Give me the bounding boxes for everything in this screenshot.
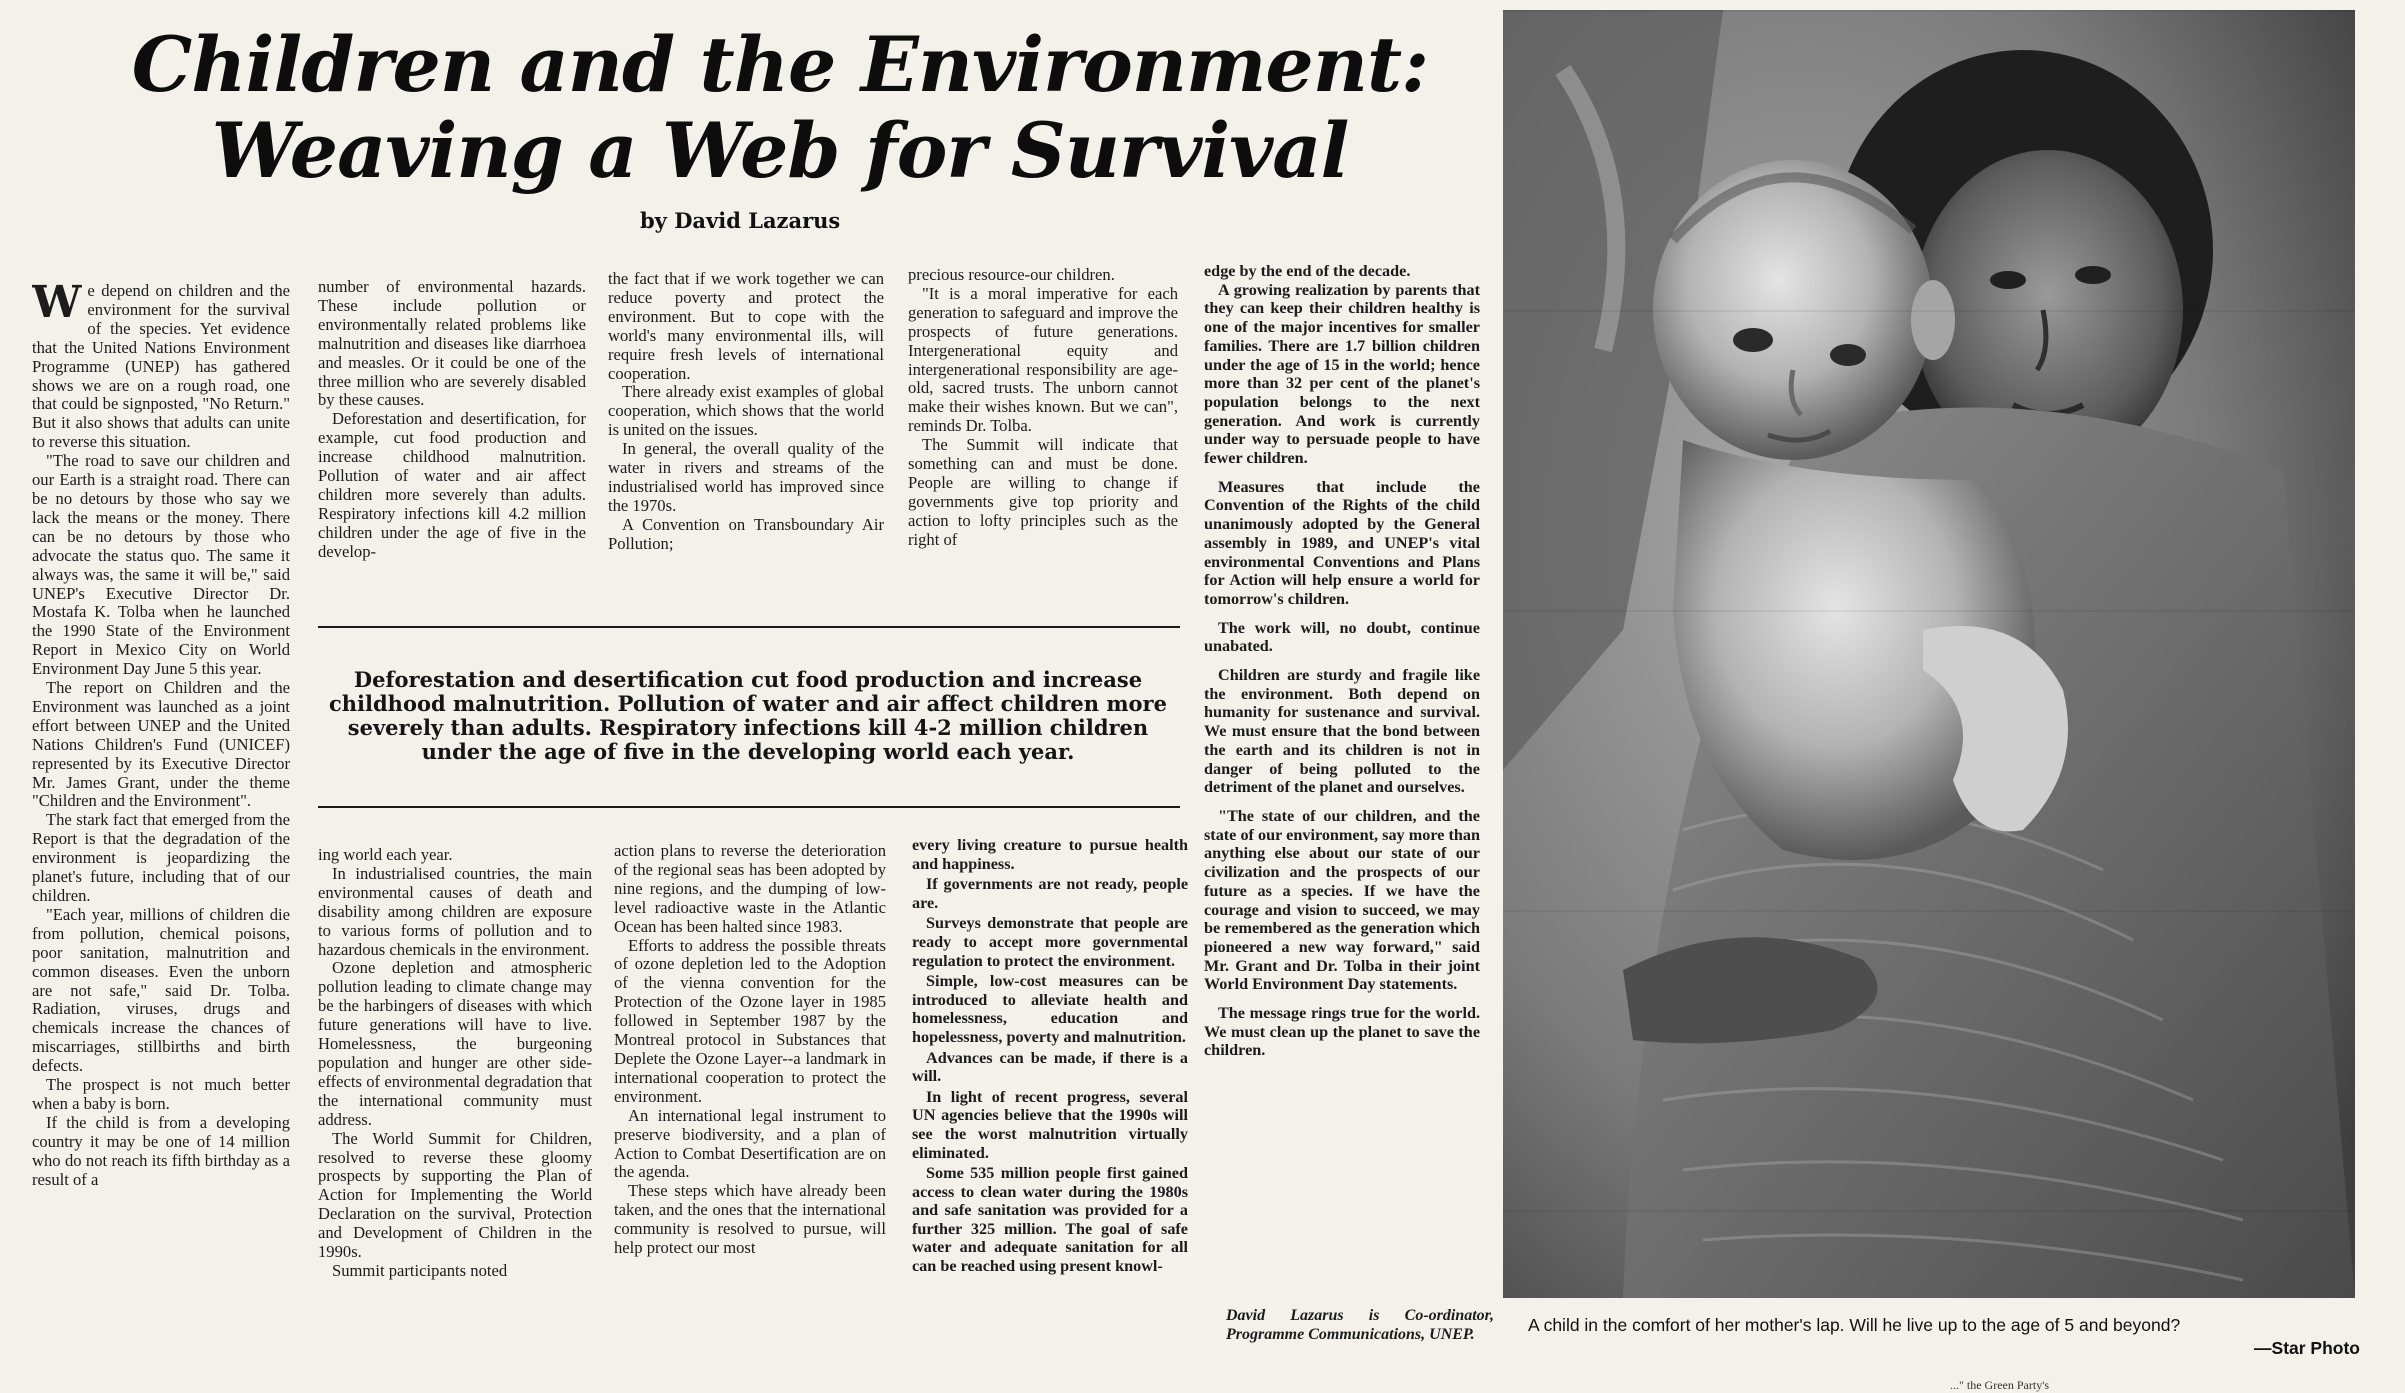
photo-credit: —Star Photo <box>2254 1338 2360 1358</box>
paragraph: Children are sturdy and fragile like the environment. Both depend on humanity for sustenance and survival. We must ensure that the bond between the earth and its children is not in danger of being polluted to the detriment of the planet and ourselves. <box>1204 666 1480 797</box>
paragraph: The prospect is not much better when a baby is born. <box>32 1075 290 1113</box>
column-4-bottom <box>912 836 1188 1382</box>
paragraph: The Summit will indicate that something can and must be done. People are willing to change if governments give top priority and action to lofty principles such as the right of <box>908 435 1178 549</box>
column-4-top <box>908 266 1178 616</box>
paragraph: Measures that include the Convention of the Rights of the child unanimously adopted by the General assembly in 1989, and UNEP's vital environmental Conventions and Plans for Action will help ensure a world for tomorrow's children. <box>1204 477 1480 608</box>
paragraph: action plans to reverse the deterioration of the regional seas has been adopted by nine regions, and the dumping of low-level radioactive waste in the Atlantic Ocean has been halted since 1983. <box>614 842 886 936</box>
column-1-lead-paragraph <box>32 282 290 452</box>
paragraph: A Convention on Transboundary Air Pollution; <box>608 514 884 553</box>
headline-line-2: Weaving a Web for Survival <box>211 106 1349 195</box>
paragraph: Surveys demonstrate that people are ready to accept more governmental regulation to protect the environment. <box>912 914 1188 970</box>
paragraph: "The road to save our children and our Earth is a straight road. There can be no detours by those who say we lack the means or the money. There can be no detours by those who advocate the status quo. The same it always was, the same it will be," said UNEP's Executive Director Dr. Mostafa K. Tolba when he launched the 1990 State of the Environment Report in Mexico City on World Environment Day June 5 this year. <box>32 451 290 679</box>
drop-cap: W <box>32 282 82 328</box>
column-3-top <box>608 270 884 622</box>
paragraph: "The state of our children, and the state of our environment, say more than anything else about our state of our civilization and the prospects of our future as a species. If we have the courage and vision to succeed, we may be remembered as the generation which pioneered a new way forward," said Mr. Grant and Dr. Tolba in their joint World Environment Day statements. <box>1204 806 1480 994</box>
paragraph: edge by the end of the decade. <box>1204 262 1411 280</box>
paragraph: "It is a moral imperative for each generation to safeguard and improve the prospects of future generations. Intergenerational equity and intergenerational responsibility are age-old, sacred trusts. The unborn cannot make their wishes known. But we can", reminds Dr. Tolba. <box>908 283 1178 436</box>
lead-text: e depend on children and the environment for the survival of the species. Yet evidence that the United Nations Environment Programme (UNEP) has gathered shows we are on a rough road, one that could be signposted, "No Return." But it also shows that adults can unite to reverse this situation. <box>32 282 290 452</box>
column-2-bottom <box>318 846 592 1382</box>
paragraph: Deforestation and desertification, for example, cut food production and increase childhood malnutrition. Pollution of water and air affect children more severely than adults. Respiratory infections kill 4.2 million children under the age of five in the develop- <box>318 409 586 561</box>
pull-quote-bottom-rule <box>318 806 1180 808</box>
paragraph: every living creature to pursue health and happiness. <box>912 836 1188 873</box>
caption-text: A child in the comfort of her mother's lap. Will he live up to the age of 5 and beyond? <box>1528 1315 2181 1335</box>
paragraph: "Each year, millions of children die from pollution, chemical poisons, poor sanitation, malnutrition and common diseases. Even the unborn are not safe," said Dr. Tolba. Radiation, viruses, drugs and chemicals increase the chances of miscarriages, stillbirths and birth defects. <box>32 904 290 1076</box>
paragraph: The work will, no doubt, continue unabated. <box>1204 618 1480 656</box>
footer-fragment: ..." the Green Party's <box>1950 1378 2050 1392</box>
column-2-top <box>318 278 586 620</box>
paragraph: These steps which have already been taken, and the ones that the international community is resolved to pursue, will help protect our most <box>614 1181 886 1258</box>
paragraph: The message rings true for the world. We must clean up the planet to save the children. <box>1204 1004 1480 1060</box>
paragraph: number of environmental hazards. These include pollution or environmentally related problems like malnutrition and diseases like diarrhoea and measles. Or it could be one of the three million who are severely disabled by these causes. <box>318 278 586 410</box>
headline-line-1: Children and the Environment: <box>131 20 1429 109</box>
paragraph: The World Summit for Children, resolved to reverse these gloomy prospects by supporting the Plan of Action for Implementing the World Declaration on the survival, Protection and Development of Children in the 1990s. <box>318 1128 592 1262</box>
paragraph: The stark fact that emerged from the Report is that the degradation of the environment is jeopardizing the planet's future, including that of our children. <box>32 810 290 905</box>
pull-quote-top-rule <box>318 626 1180 628</box>
author-note-text: David Lazarus is Co-ordinator, Programme Communications, UNEP. <box>1226 1307 1494 1343</box>
column-3-bottom <box>614 842 886 1382</box>
author-note <box>1226 1306 1494 1376</box>
mother-and-child-photo <box>1503 10 2355 1298</box>
paragraph: Simple, low-cost measures can be introduced to alleviate health and homelessness, education and hopelessness, poverty and malnutrition. <box>912 972 1188 1046</box>
column-1 <box>32 282 290 1382</box>
paragraph: If the child is from a developing country it may be one of 14 million who do not reach its fifth birthday as a result of a <box>32 1112 290 1189</box>
paragraph: Efforts to address the possible threats of ozone depletion led to the Adoption of the vienna convention for the Protection of the Ozone layer in 1985 followed in September 1987 by the Montreal protocol in Substances that Deplete the Ozone Layer--a landmark in international cooperation to protect the environment. <box>614 935 886 1106</box>
paragraph: If governments are not ready, people are. <box>912 875 1188 912</box>
column-5 <box>1204 262 1480 1292</box>
paragraph: the fact that if we work together we can reduce poverty and protect the environment. But to cope with the world's many environmental ills, will require fresh levels of international cooperation. <box>608 270 884 383</box>
pull-quote: Deforestation and desertification cut food production and increase childhood malnutrition. Pollution of water and air affect children more severely than adults. Respiratory infections kill 4-2 million children under the age of five in the developing world each year. <box>328 667 1167 764</box>
paragraph: In industrialised countries, the main environmental causes of death and disability among children are exposure to various forms of pollution and to hazardous chemicals in the environment. <box>318 863 592 959</box>
paragraph: ing world each year. <box>318 846 453 864</box>
paragraph: Advances can be made, if there is a will. <box>912 1048 1188 1086</box>
paragraph: precious resource-our children. <box>908 266 1115 284</box>
paragraph: The report on Children and the Environment was launched as a joint effort between UNEP and the United Nations Children's Fund (UNICEF) represented by its Executive Director Mr. James Grant, under the theme "Children and the Environment". <box>32 678 290 811</box>
paragraph: In light of recent progress, several UN agencies believe that the 1990s will see the worst malnutrition virtually eliminated. <box>912 1087 1188 1162</box>
paragraph: Summit participants noted <box>332 1260 508 1280</box>
paragraph: In general, the overall quality of the water in rivers and streams of the industrialised world has improved since the 1970s. <box>608 439 884 515</box>
photo <box>1503 10 2355 1298</box>
paragraph: There already exist examples of global cooperation, which shows that the world is united on the issues. <box>608 382 884 440</box>
headline <box>70 22 1490 194</box>
paragraph: Some 535 million people first gained access to clean water during the 1980s and safe sanitation was provided for a further 325 million. The goal of safe water and adequate sanitation for all can be reached using present knowl- <box>912 1164 1188 1276</box>
paragraph: A growing realization by parents that they can keep their children healthy is one of the major incentives for smaller families. There are 1.7 billion children under the age of 15 in the world; hence more than 32 per cent of the planet's population belongs to the next generation. And work is currently under way to persuade people to have fewer children. <box>1204 280 1480 468</box>
byline: by David Lazarus <box>640 208 841 233</box>
photo-caption <box>1528 1314 2360 1360</box>
paragraph: Ozone depletion and atmospheric pollution leading to climate change may be the harbingers of diseases with which future generations will have to live. Homelessness, the burgeoning population and hunger are other side-effects of environmental degradation that the international community must address. <box>318 958 592 1129</box>
paragraph: An international legal instrument to preserve biodiversity, and a plan of Action to Combat Desertification are on the agenda. <box>614 1105 886 1182</box>
